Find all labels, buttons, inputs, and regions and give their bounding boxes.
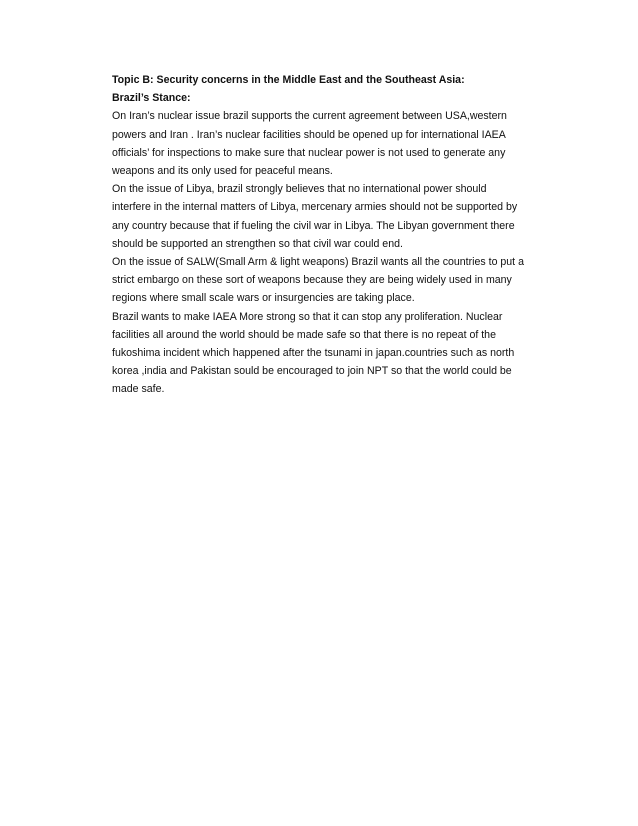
body-line: On Iran’s nuclear issue brazil supports the current agreement between USA,western — [112, 110, 507, 123]
body-line: regions where small scale wars or insurgencies are taking place. — [112, 292, 415, 305]
body-line: strict embargo on these sort of weapons because they are being widely used in many — [112, 274, 512, 287]
body-line: should be supported an strengthen so that civil war could end. — [112, 237, 403, 250]
body-line: officials’ for inspections to make sure that nuclear power is not used to generate any — [112, 146, 506, 159]
body-line: made safe. — [112, 383, 165, 396]
body-line: fukoshima incident which happened after the tsunami in japan.countries such as north — [112, 347, 515, 360]
body-line: weapons and its only used for peaceful means. — [112, 165, 333, 178]
body-line: facilities all around the world should be made safe so that there is no repeat of the — [112, 328, 496, 341]
body-line: any country because that if fueling the civil war in Libya. The Libyan government there — [112, 219, 515, 232]
topic-heading: Topic B: Security concerns in the Middle East and the Southeast Asia: — [112, 74, 465, 86]
body-line: Brazil wants to make IAEA More strong so that it can stop any proliferation. Nuclear — [112, 310, 503, 323]
body-line: On the issue of Libya, brazil strongly believes that no international power should — [112, 183, 487, 196]
document-body — [112, 71, 564, 399]
body-line: powers and Iran . Iran’s nuclear facilities should be opened up for international IAEA — [112, 128, 506, 141]
body-line: interfere in the internal matters of Libya, mercenary armies should not be supported by — [112, 201, 518, 214]
body-line: On the issue of SALW(Small Arm & light weapons) Brazil wants all the countries to put a — [112, 256, 524, 269]
body-line: korea ,india and Pakistan sould be encouraged to join NPT so that the world could be — [112, 365, 512, 378]
stance-heading: Brazil’s Stance: — [112, 92, 191, 105]
